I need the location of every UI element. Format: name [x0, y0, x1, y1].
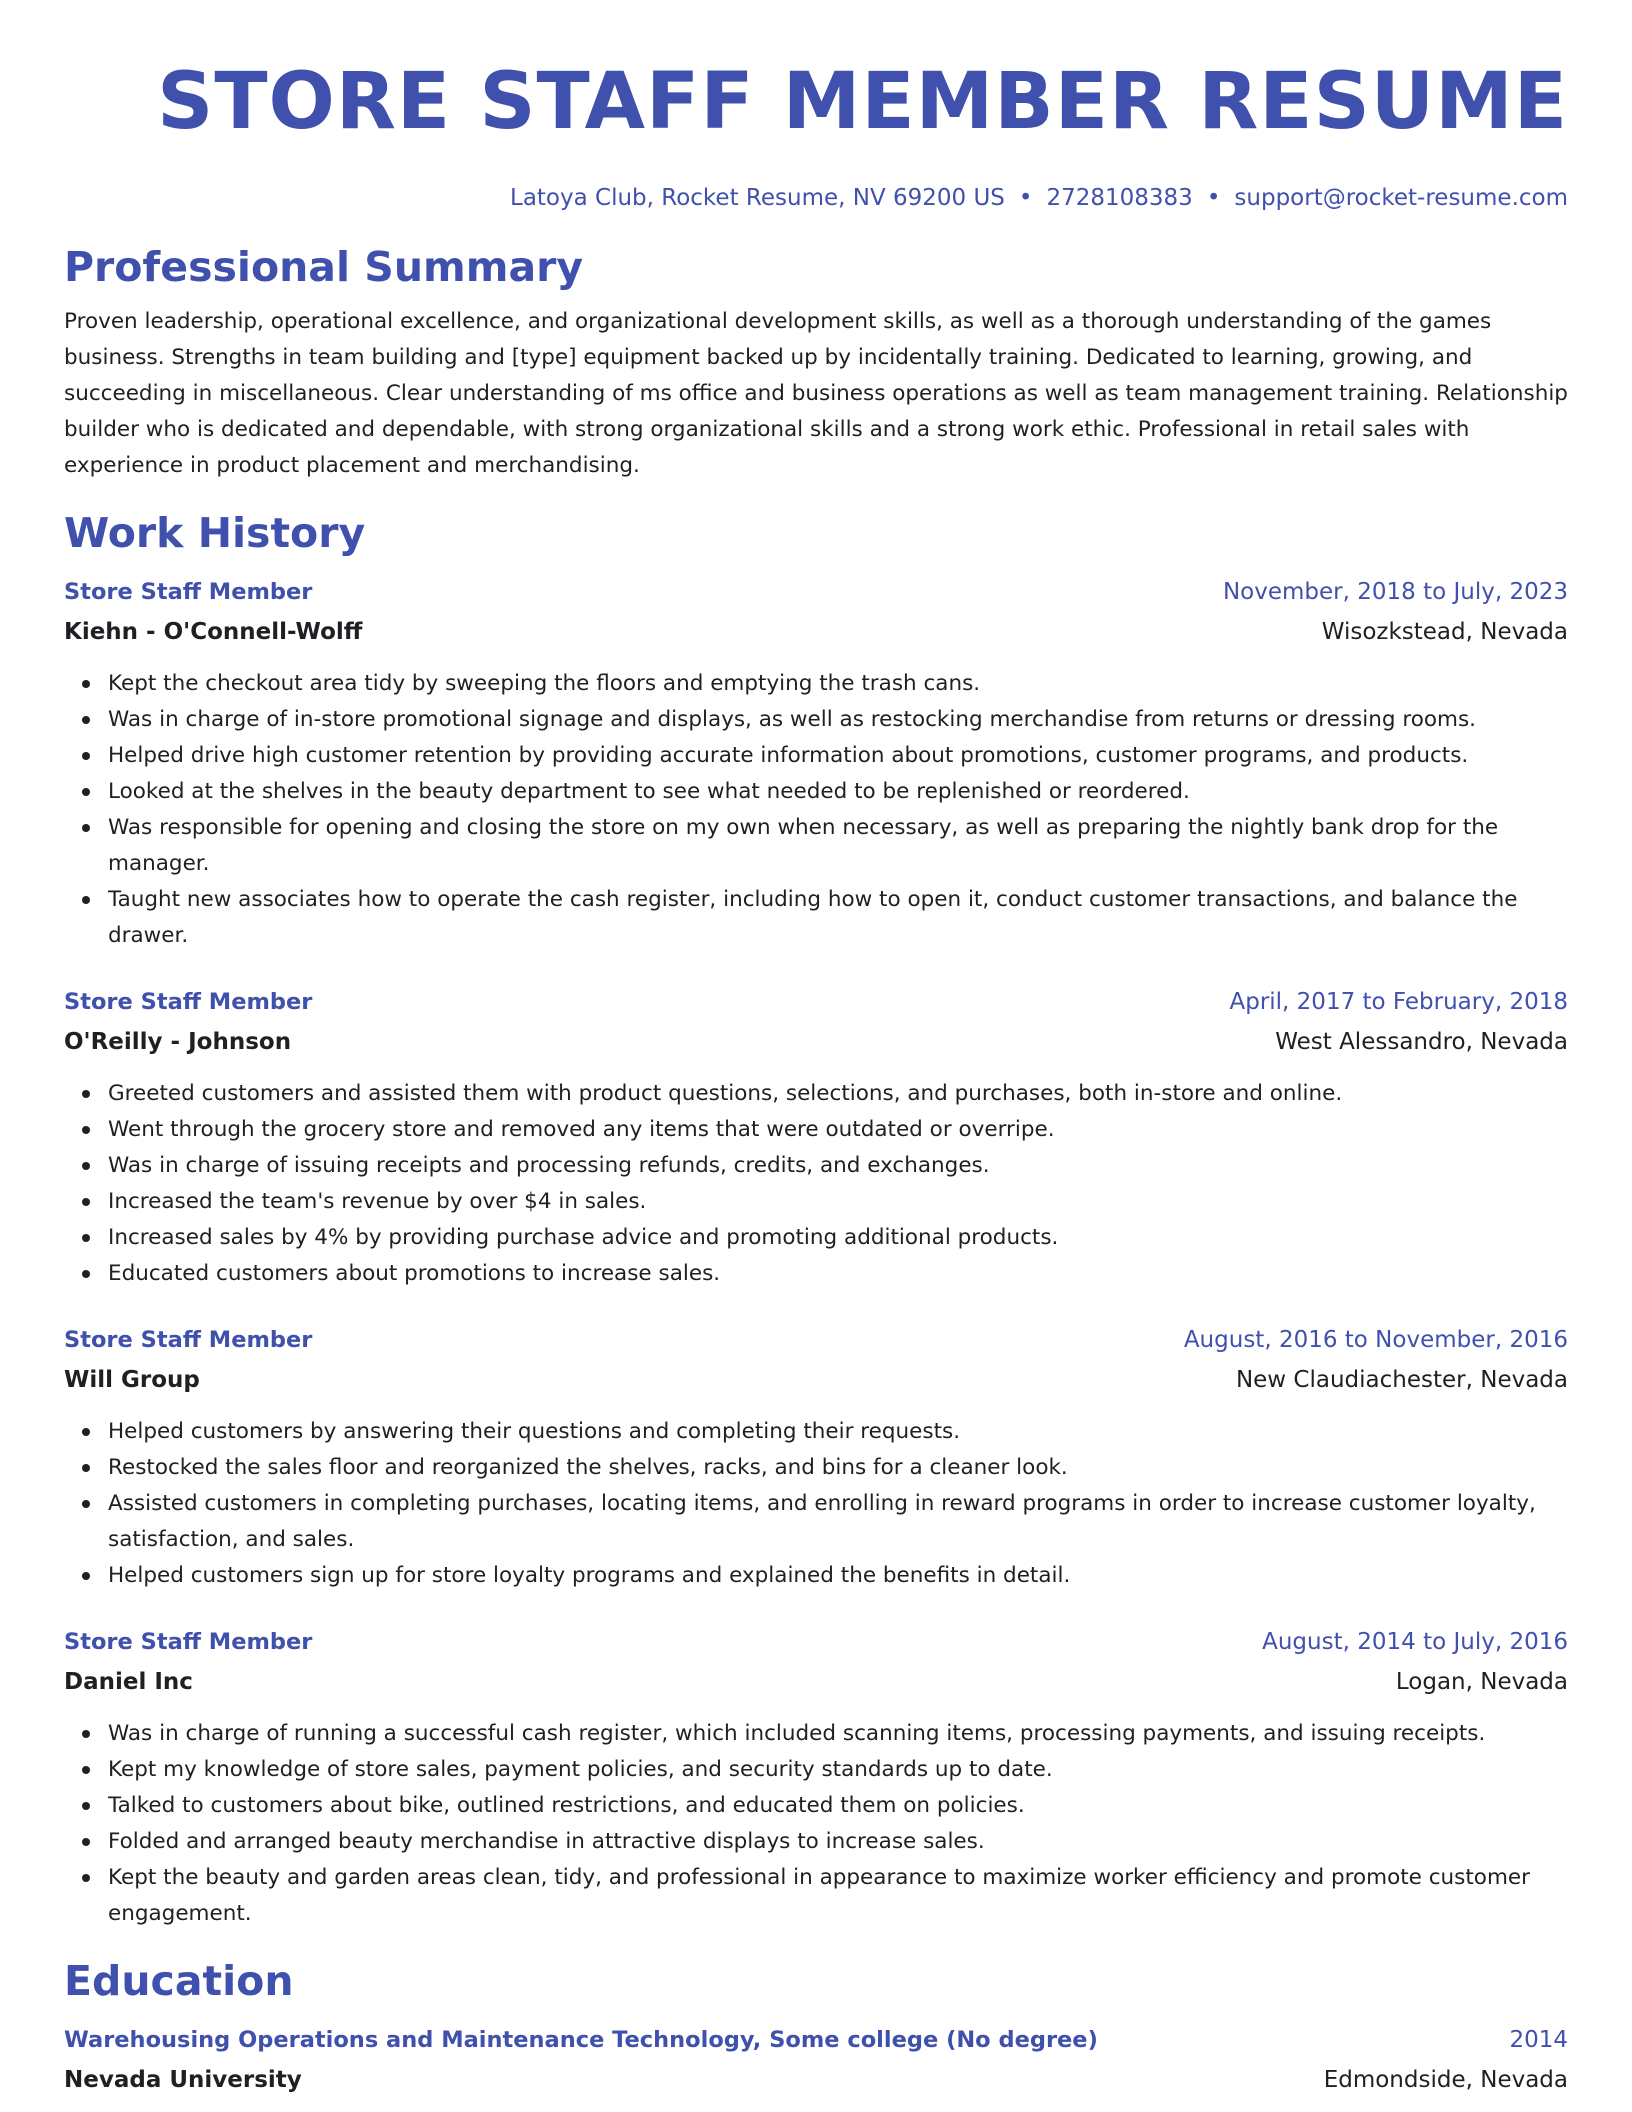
job-header-row — [64, 1624, 1568, 1660]
job-bullet-list — [64, 666, 1568, 954]
job-bullet: Looked at the shelves in the beauty department to see what needed to be replenished or reordered. — [108, 774, 1568, 810]
education-degree: Warehousing Operations and Maintenance Technology, Some college (No degree) — [64, 2027, 1098, 2053]
job-bullet: Folded and arranged beauty merchandise in attractive displays to increase sales. — [108, 1824, 1568, 1860]
contact-address: Latoya Club, Rocket Resume, NV 69200 US — [510, 185, 1005, 211]
job-bullet: Was in charge of in-store promotional signage and displays, as well as restocking merchandise from returns or dressing rooms. — [108, 702, 1568, 738]
job-entry — [64, 574, 1568, 954]
job-bullet-list — [64, 1716, 1568, 1932]
job-bullet: Educated customers about promotions to increase sales. — [108, 1256, 1568, 1292]
job-title: Store Staff Member — [64, 1327, 313, 1353]
job-header-row — [64, 984, 1568, 1020]
job-employer-row — [64, 1358, 1568, 1398]
job-header-row — [64, 1322, 1568, 1358]
job-bullet: Went through the grocery store and removed any items that were outdated or overripe. — [108, 1112, 1568, 1148]
education-school-row — [64, 2058, 1568, 2098]
summary-text: Proven leadership, operational excellence, and organizational development skills, as well as a thorough understanding of the games business. Strengths in team building and [type] equipment backed up by incidentally training. Dedicated to learning, growing, and succeeding in miscellaneous. Clear understanding of ms office and business operations as well as team management training. Relationship builder who is dedicated and dependable, with strong organizational skills and a strong work ethic. Professional in retail sales with experience in product placement and merchandising. — [64, 309, 1568, 478]
education-school: Nevada University — [64, 2067, 302, 2093]
job-entry — [64, 984, 1568, 1292]
job-bullet: Helped customers by answering their questions and completing their requests. — [108, 1414, 1568, 1450]
job-bullet: Was responsible for opening and closing the store on my own when necessary, as well as preparing the nightly bank drop for the manager. — [108, 810, 1568, 882]
job-bullet: Was in charge of issuing receipts and processing refunds, credits, and exchanges. — [108, 1148, 1568, 1184]
job-bullet: Greeted customers and assisted them with product questions, selections, and purchases, both in-store and online. — [108, 1076, 1568, 1112]
job-bullet: Restocked the sales floor and reorganized the shelves, racks, and bins for a cleaner look. — [108, 1450, 1568, 1486]
job-employer: O'Reilly - Johnson — [64, 1029, 292, 1055]
job-title: Store Staff Member — [64, 989, 313, 1015]
job-bullet: Increased the team's revenue by over $4 in sales. — [108, 1184, 1568, 1220]
job-bullet: Assisted customers in completing purchases, locating items, and enrolling in reward programs in order to increase customer loyalty, satisfaction, and sales. — [108, 1486, 1568, 1558]
resume-name: STORE STAFF MEMBER RESUME — [157, 57, 1568, 147]
job-header-row — [64, 574, 1568, 610]
education-heading: Education — [64, 1957, 294, 2005]
job-bullet: Helped customers sign up for store loyalty programs and explained the benefits in detail. — [108, 1558, 1568, 1594]
education-year: 2014 — [1509, 2027, 1568, 2053]
contact-separator: • — [1206, 185, 1221, 211]
job-title: Store Staff Member — [64, 1629, 313, 1655]
education-entry — [64, 2022, 1568, 2098]
work-history-heading: Work History — [64, 509, 366, 557]
job-bullet: Was in charge of running a successful cash register, which included scanning items, processing payments, and issuing receipts. — [108, 1716, 1568, 1752]
job-employer-row — [64, 1660, 1568, 1700]
job-title: Store Staff Member — [64, 579, 313, 605]
job-bullet-list — [64, 1076, 1568, 1292]
job-employer-row — [64, 1020, 1568, 1060]
education-header-row — [64, 2022, 1568, 2058]
job-location: Wisozkstead, Nevada — [1321, 619, 1568, 645]
job-location: Logan, Nevada — [1395, 1669, 1568, 1695]
job-dates: August, 2016 to November, 2016 — [1183, 1327, 1568, 1353]
job-employer: Will Group — [64, 1367, 200, 1393]
job-bullet: Kept the beauty and garden areas clean, tidy, and professional in appearance to maximize worker efficiency and promote customer engagement. — [108, 1860, 1568, 1932]
job-bullet: Helped drive high customer retention by providing accurate information about promotions, customer programs, and products. — [108, 738, 1568, 774]
job-bullet: Kept the checkout area tidy by sweeping the floors and emptying the trash cans. — [108, 666, 1568, 702]
job-bullet: Talked to customers about bike, outlined restrictions, and educated them on policies. — [108, 1788, 1568, 1824]
job-dates: April, 2017 to February, 2018 — [1229, 989, 1568, 1015]
job-location: New Claudiachester, Nevada — [1235, 1367, 1568, 1393]
job-employer: Kiehn - O'Connell-Wolff — [64, 619, 363, 645]
job-entry — [64, 1322, 1568, 1594]
job-dates: August, 2014 to July, 2016 — [1262, 1629, 1568, 1655]
job-bullet: Increased sales by 4% by providing purchase advice and promoting additional products. — [108, 1220, 1568, 1256]
summary-heading: Professional Summary — [64, 243, 584, 291]
job-bullet: Taught new associates how to operate the cash register, including how to open it, conduct customer transactions, and balance the drawer. — [108, 882, 1568, 954]
job-dates: November, 2018 to July, 2023 — [1222, 579, 1568, 605]
education-location: Edmondside, Nevada — [1323, 2067, 1568, 2093]
job-entry — [64, 1624, 1568, 1932]
job-employer-row — [64, 610, 1568, 650]
contact-email[interactable]: support@rocket-resume.com — [1234, 185, 1568, 211]
job-employer: Daniel Inc — [64, 1669, 193, 1695]
contact-separator: • — [1018, 185, 1033, 211]
job-bullet: Kept my knowledge of store sales, payment policies, and security standards up to date. — [108, 1752, 1568, 1788]
contact-phone[interactable]: 2728108383 — [1046, 185, 1193, 211]
job-location: West Alessandro, Nevada — [1275, 1029, 1568, 1055]
job-bullet-list — [64, 1414, 1568, 1594]
contact-line — [64, 182, 1568, 214]
